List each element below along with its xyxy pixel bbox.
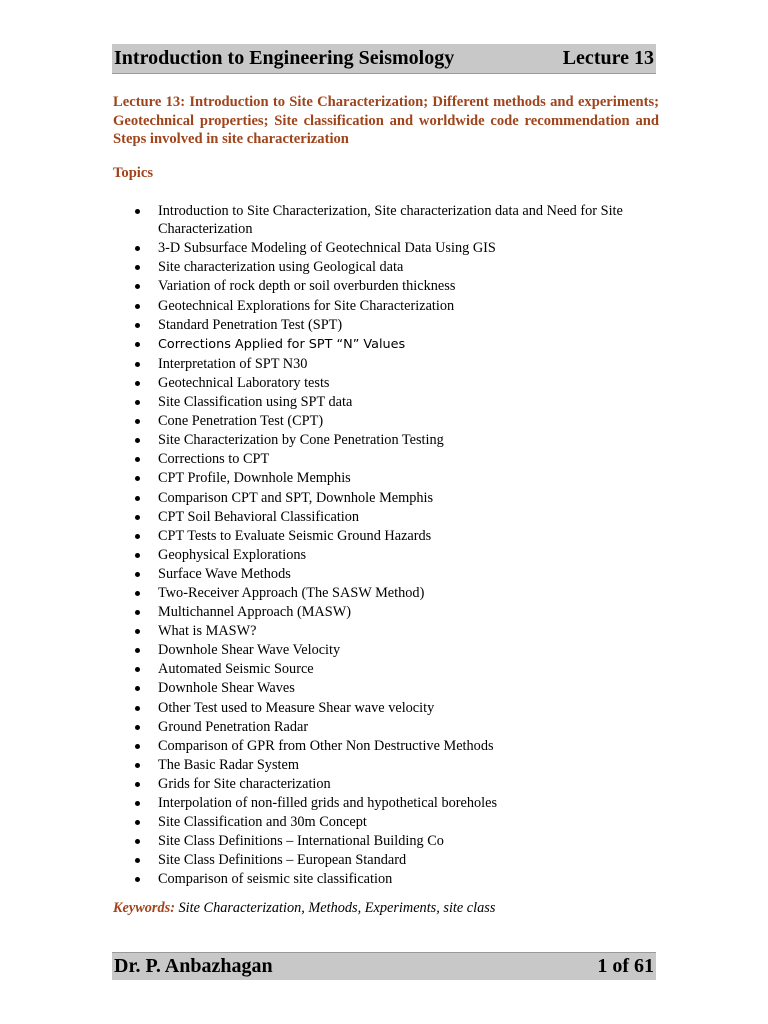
bullet-icon bbox=[135, 820, 140, 825]
topic-text: Site characterization using Geological data bbox=[158, 259, 404, 276]
topic-item bbox=[113, 737, 658, 755]
topic-item bbox=[113, 393, 658, 411]
bullet-icon bbox=[135, 362, 140, 367]
topic-item bbox=[113, 622, 658, 640]
topic-text: Site Class Definitions – International Building Co bbox=[158, 833, 444, 850]
lecture-number: Lecture 13 bbox=[562, 47, 654, 69]
topic-text: Site Classification using SPT data bbox=[158, 394, 353, 411]
bullet-icon bbox=[135, 591, 140, 596]
topic-text: CPT Soil Behavioral Classification bbox=[158, 508, 360, 525]
topic-item bbox=[113, 699, 658, 717]
topic-item bbox=[113, 660, 658, 678]
bullet-icon bbox=[135, 801, 140, 806]
topic-text: Site Classification and 30m Concept bbox=[158, 814, 367, 831]
topic-item bbox=[113, 832, 658, 850]
bullet-icon bbox=[135, 515, 140, 520]
bullet-icon bbox=[135, 744, 140, 749]
author-name: Dr. P. Anbazhagan bbox=[114, 955, 273, 977]
bullet-icon bbox=[135, 284, 140, 289]
bullet-icon bbox=[135, 725, 140, 730]
topic-text: Interpolation of non-filled grids and hypothetical boreholes bbox=[158, 795, 498, 812]
topic-text: Downhole Shear Waves bbox=[158, 680, 295, 697]
bullet-icon bbox=[135, 877, 140, 882]
topic-item bbox=[113, 297, 658, 315]
topic-text: Other Test used to Measure Shear wave velocity bbox=[158, 699, 435, 716]
topic-text: Ground Penetration Radar bbox=[158, 718, 309, 735]
keywords-label: Keywords: bbox=[113, 900, 175, 916]
topic-text: Standard Penetration Test (SPT) bbox=[158, 316, 343, 333]
bullet-icon bbox=[135, 438, 140, 443]
topic-item bbox=[113, 374, 658, 392]
topic-item bbox=[113, 258, 658, 276]
topic-text: Two-Receiver Approach (The SASW Method) bbox=[158, 584, 425, 601]
topic-item bbox=[113, 355, 658, 373]
topic-item bbox=[113, 813, 658, 831]
keywords-line bbox=[113, 900, 495, 917]
topic-item bbox=[113, 469, 658, 487]
topic-item bbox=[113, 718, 658, 736]
bullet-icon bbox=[135, 400, 140, 405]
page-number: 1 of 61 bbox=[597, 955, 654, 977]
keywords-text: Site Characterization, Methods, Experiments, site class bbox=[174, 900, 496, 916]
topic-text: Site Characterization by Cone Penetration Testing bbox=[158, 432, 444, 449]
topic-text: CPT Profile, Downhole Memphis bbox=[158, 470, 351, 487]
topic-text: Interpretation of SPT N30 bbox=[158, 355, 308, 372]
bullet-icon bbox=[135, 304, 140, 309]
topic-item bbox=[113, 870, 658, 888]
topic-text: Comparison CPT and SPT, Downhole Memphis bbox=[158, 489, 434, 506]
bullet-icon bbox=[135, 782, 140, 787]
bullet-icon bbox=[135, 858, 140, 863]
topic-text: What is MASW? bbox=[158, 623, 257, 640]
topic-text: Surface Wave Methods bbox=[158, 565, 291, 582]
bullet-icon bbox=[135, 457, 140, 462]
bullet-icon bbox=[135, 342, 140, 347]
topic-item bbox=[113, 508, 658, 526]
topic-item bbox=[113, 412, 658, 430]
page-footer bbox=[112, 952, 656, 980]
topic-item bbox=[113, 202, 658, 238]
topic-item bbox=[113, 546, 658, 564]
bullet-icon bbox=[135, 323, 140, 328]
topic-text: Multichannel Approach (MASW) bbox=[158, 604, 351, 621]
bullet-icon bbox=[135, 629, 140, 634]
topic-item bbox=[113, 431, 658, 449]
bullet-icon bbox=[135, 265, 140, 270]
topic-text: Geotechnical Laboratory tests bbox=[158, 374, 330, 391]
topic-item bbox=[113, 641, 658, 659]
page-header bbox=[112, 44, 656, 74]
bullet-icon bbox=[135, 553, 140, 558]
topic-item bbox=[113, 335, 658, 354]
topic-item bbox=[113, 679, 658, 697]
topic-item bbox=[113, 584, 658, 602]
bullet-icon bbox=[135, 839, 140, 844]
topic-text: 3-D Subsurface Modeling of Geotechnical Data Using GIS bbox=[158, 240, 496, 257]
topic-item bbox=[113, 316, 658, 334]
bullet-icon bbox=[135, 763, 140, 768]
topic-text: Corrections to CPT bbox=[158, 451, 270, 468]
bullet-icon bbox=[135, 496, 140, 501]
bullet-icon bbox=[135, 667, 140, 672]
bullet-icon bbox=[135, 534, 140, 539]
bullet-icon bbox=[135, 572, 140, 577]
topic-text: CPT Tests to Evaluate Seismic Ground Hazards bbox=[158, 527, 432, 544]
topic-item bbox=[113, 489, 658, 507]
bullet-icon bbox=[135, 706, 140, 711]
topic-text: Site Class Definitions – European Standard bbox=[158, 852, 407, 869]
topic-item bbox=[113, 450, 658, 468]
topic-item bbox=[113, 277, 658, 295]
topic-item bbox=[113, 794, 658, 812]
topics-list bbox=[113, 202, 658, 889]
topic-item bbox=[113, 239, 658, 257]
bullet-icon bbox=[135, 209, 140, 214]
topic-text: Automated Seismic Source bbox=[158, 661, 314, 678]
bullet-icon bbox=[135, 610, 140, 615]
topic-text: Cone Penetration Test (CPT) bbox=[158, 413, 324, 430]
topic-item bbox=[113, 603, 658, 621]
topic-text: Downhole Shear Wave Velocity bbox=[158, 642, 341, 659]
bullet-icon bbox=[135, 648, 140, 653]
topic-text: The Basic Radar System bbox=[158, 756, 299, 773]
topic-item bbox=[113, 851, 658, 869]
topic-text: Variation of rock depth or soil overburden thickness bbox=[158, 278, 456, 295]
topic-text: Grids for Site characterization bbox=[158, 775, 331, 792]
topic-text: Geotechnical Explorations for Site Characterization bbox=[158, 297, 455, 314]
bullet-icon bbox=[135, 476, 140, 481]
lecture-heading: Lecture 13: Introduction to Site Characterization; Different methods and experiments; Geotechnical properties; Site classification and worldwide code recommendation and Steps involved in site characterization bbox=[113, 94, 659, 147]
bullet-icon bbox=[135, 686, 140, 691]
course-title: Introduction to Engineering Seismology bbox=[114, 47, 455, 69]
topics-heading: Topics bbox=[113, 165, 154, 181]
topic-item bbox=[113, 775, 658, 793]
topic-text: Introduction to Site Characterization, Site characterization data and Need for Site Characterization bbox=[158, 203, 623, 238]
topic-item bbox=[113, 565, 658, 583]
topic-text: Comparison of GPR from Other Non Destructive Methods bbox=[158, 737, 494, 754]
topic-item bbox=[113, 756, 658, 774]
bullet-icon bbox=[135, 381, 140, 386]
topic-text: Comparison of seismic site classification bbox=[158, 871, 393, 888]
topic-text: Corrections Applied for SPT “N” Values bbox=[158, 336, 406, 352]
topic-text: Geophysical Explorations bbox=[158, 546, 307, 563]
topic-item bbox=[113, 527, 658, 545]
bullet-icon bbox=[135, 246, 140, 251]
bullet-icon bbox=[135, 419, 140, 424]
